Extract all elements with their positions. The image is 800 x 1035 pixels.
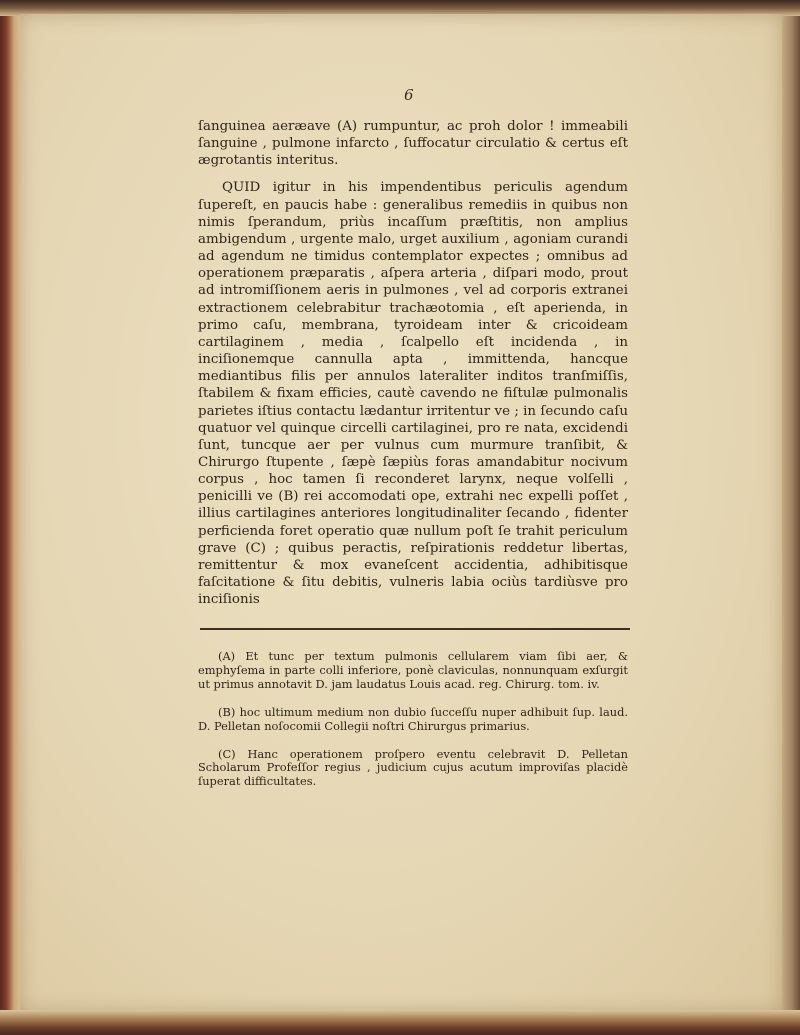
footnote-b: (B) hoc ultimum medium non dubio ſucceſſu nuper adhibuit ſup. laud. D. Pelletan noſocomii Collegii noſtri Chirurgus primarius. — [198, 704, 628, 733]
paragraph-1: ſanguinea aeræave (A) rumpuntur, ac proh dolor ! immeabili ſanguine , pulmone infarcto , ſuffocatur circulatio & certus eſt ægrotantis interitus. — [198, 119, 628, 169]
page-bottom-edge — [0, 1010, 800, 1035]
footnote-a: (A) Et tunc per textum pulmonis cellularem viam ſibi aer, & emphyſema in parte colli inferiore, ponè claviculas, nonnunquam exſurgit ut primus annotavit D. jam laudatus Louis acad. reg. Chirurg. tom. iv. — [198, 649, 628, 691]
page-number: 6 — [404, 86, 414, 104]
footnotes — [198, 650, 628, 803]
footnote-c: (C) Hanc operationem proſpero eventu celebravit D. Pelletan Scholarum Profeſſor regius , judicium cujus acutum improviſas placidè ſuperat difficultates. — [198, 746, 628, 789]
main-text — [198, 118, 628, 608]
paragraph-2: QUID igitur in his impendentibus periculis agendum ſupereſt, en paucis habe : generalibus remediis in quibus non nimis ſperandum, priùs incaſſum præſtitis, non amplius ambigendum , urgente malo, urget auxilium , agoniam curandi ad agendum ne timidus contemplator expectes ; omnibus ad operationem præparatis , aſpera arteria , diſpari modo, prout ad intromiſſionem aeris in pulmones , vel ad corporis extranei extractionem celebrabitur trachæotomia , eſt aperienda, in primo caſu, membrana, tyroideam inter & cricoideam cartilaginem , media , ſcalpello eſt incidenda , in inciſionemque cannulla apta , immittenda, hancque mediantibus filis per annulos lateraliter inditos tranſmiſſis, ſtabilem & fixam efficies, cautè cavendo ne fiſtulæ pulmonalis parietes iſtius contactu lædantur irritentur ve ; in ſecundo caſu quatuor vel quinque circelli cartilaginei, pro re nata, excidendi ſunt, tuncque aer per vulnus cum murmure tranſibit, & Chirurgo ſtupente , ſæpè ſæpiùs foras amandabitur nocivum corpus , hoc tamen ſi reconderet larynx, neque volſelli , penicilli ve (B) rei accomodati ope, extrahi nec expelli poſſet , illius cartilagines anteriores longitudinaliter ſecando , fidenter perficienda foret operatio quæ nullum poſt ſe trahit periculum grave (C) ; quibus peractis, reſpirationis reddetur libertas, remittentur & mox evaneſcent accidentia, adhibitisque faſcitatione & ſitu debitis, vulneris labia ociùs tardiùsve pro inciſionis — [198, 180, 628, 608]
footnote-separator-rule — [200, 628, 630, 630]
